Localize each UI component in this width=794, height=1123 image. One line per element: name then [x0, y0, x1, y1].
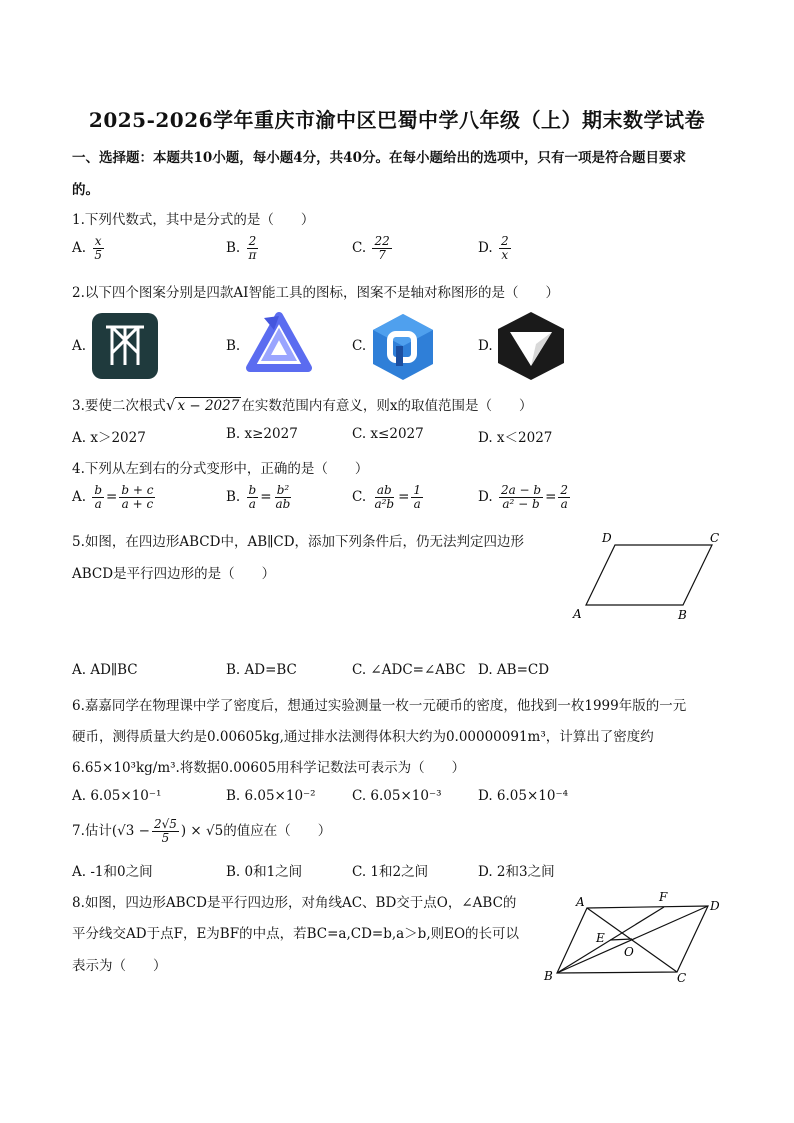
q8-label-a: A: [576, 895, 585, 909]
q5-option-c: C. ∠ADC=∠ABC: [352, 662, 466, 678]
question-6-stem-cont2: 6.65×10³kg/m³.将数据0.00605用科学记数法可表示为（ ）: [72, 760, 466, 776]
q5-option-b: B. AD=BC: [226, 662, 297, 678]
q6-option-b: B. 6.05×10⁻²: [226, 788, 316, 804]
q5-label-c: C: [710, 531, 720, 545]
question-2-stem: 2.以下四个图案分别是四款AI智能工具的图标，图案不是轴对称图形的是（ ）: [72, 285, 559, 301]
q4-option-d: D. $\frac{2a - b}{\text{a² − b}}$ = $\frac{2}{a}$: [478, 483, 569, 512]
q7-option-a: A. -1和0之间: [72, 864, 153, 880]
q7-option-d: D. 2和3之间: [478, 864, 555, 880]
question-3-stem: 3.要使二次根式√ x − 2027 在实数范围内有意义，则x的取值范围是（ ）: [72, 396, 533, 414]
question-6-stem-cont1: 硬币，测得质量大约是0.00605kg,通过排水法测得体积大约为0.00000091m³，计算出了密度约: [72, 729, 654, 745]
q1-option-a: A. $\frac{x}{5}$: [72, 234, 102, 263]
q2-option-b-label: B.: [226, 338, 241, 354]
q4-option-a: A. $\frac{b}{a}$ = $\frac{b + c}{a + c}$: [72, 483, 154, 512]
question-1-stem: 1.下列代数式，其中是分式的是（ ）: [72, 212, 315, 228]
q3-option-b: B. x≥2027: [226, 426, 298, 442]
q7-option-b: B. 0和1之间: [226, 864, 303, 880]
q3-option-c: C. x≤2027: [352, 426, 424, 442]
figure-logo-icon: [92, 313, 158, 379]
q2-option-a-label: A.: [72, 338, 87, 354]
question-8-stem-cont1: 平分线交AD于点F，E为BF的中点，若BC=a,CD=b,a＞b,则EO的长可以: [72, 926, 520, 942]
section-heading-cont: 的。: [72, 182, 99, 198]
q6-option-c: C. 6.05×10⁻³: [352, 788, 442, 804]
q5-option-d: D. AB=CD: [478, 662, 550, 678]
q3-option-d: D. x＜2027: [478, 430, 553, 446]
question-7-stem: 7.估计(√3 − $\frac{2√5}{5}$ ) × √5的值应在（ ）: [72, 817, 332, 846]
q8-label-e: E: [596, 931, 605, 945]
q6-option-d: D. 6.05×10⁻⁴: [478, 788, 569, 804]
cube-logo-icon: [370, 312, 436, 378]
question-8-stem: 8.如图，四边形ABCD是平行四边形，对角线AC、BD交于点O，∠ABC的: [72, 895, 517, 911]
question-5-stem: 5.如图，在四边形ABCD中，AB∥CD，添加下列条件后，仍无法判定四边形: [72, 534, 525, 550]
question-4-stem: 4.下列从左到右的分式变形中，正确的是（ ）: [72, 461, 369, 477]
q2-option-c-label: C.: [352, 338, 367, 354]
q7-option-c: C. 1和2之间: [352, 864, 429, 880]
q1-option-d: D. $\frac{2}{x}$: [478, 234, 509, 263]
q5-label-b: B: [678, 608, 687, 622]
question-8-stem-cont2: 表示为（ ）: [72, 958, 167, 974]
q3-option-a: A. x＞2027: [72, 430, 146, 446]
q8-label-d: D: [710, 899, 720, 913]
q6-option-a: A. 6.05×10⁻¹: [72, 788, 162, 804]
q4-option-b: B. $\frac{b}{a}$ = $\frac{\text{b²}}{ab}$: [226, 483, 291, 512]
dark-cube-logo-icon: [496, 310, 562, 376]
triangle-knot-logo-icon: [244, 310, 310, 376]
q5-option-a: A. AD∥BC: [72, 662, 138, 678]
q5-label-a: A: [573, 607, 582, 621]
section-heading: 一、选择题：本题共10小题，每小题4分，共40分。在每小题给出的选项中，只有一项是符合题目要求: [72, 150, 686, 166]
q8-label-c: C: [677, 971, 687, 985]
q8-parallelogram-figure: [540, 884, 730, 988]
q2-option-d-label: D.: [478, 338, 493, 354]
q8-label-b: B: [544, 969, 553, 983]
q4-option-c: C. $\frac{ab}{\text{a²b}}$ = $\frac{1}{a}$: [352, 483, 422, 512]
q5-label-d: D: [602, 531, 612, 545]
q8-label-f: F: [659, 890, 668, 904]
q1-option-b: B. $\frac{2}{\pi}$: [226, 234, 257, 263]
question-6-stem: 6.嘉嘉同学在物理课中学了密度后，想通过实验测量一枚一元硬币的密度，他找到一枚1999年版的一元: [72, 698, 687, 714]
q5-parallelogram-figure: [568, 526, 728, 626]
q8-label-o: O: [624, 945, 634, 959]
question-5-stem-cont: ABCD是平行四边形的是（ ）: [72, 566, 276, 582]
page-title: 2025-2026学年重庆市渝中区巴蜀中学八年级（上）期末数学试卷: [88, 108, 706, 132]
q1-option-c: C. $\frac{22}{7}$: [352, 234, 390, 263]
